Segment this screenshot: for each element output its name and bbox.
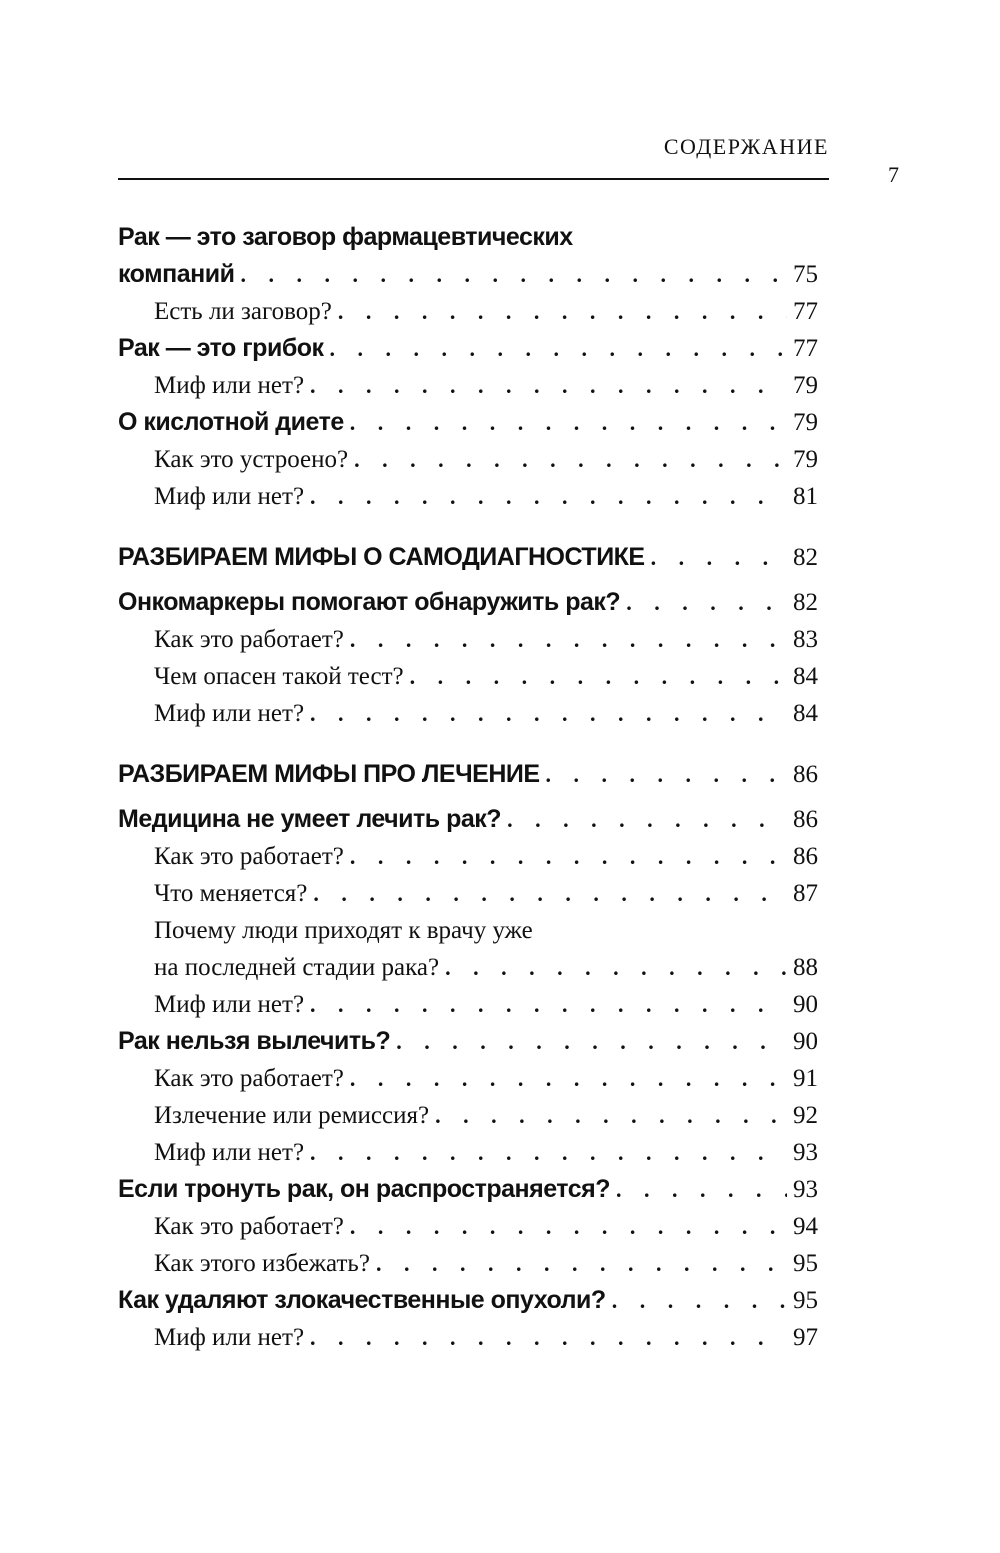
dot-leader (651, 539, 787, 576)
toc-entry[interactable] (118, 695, 818, 732)
toc-entry-title: Почему люди приходят к врачу уже (154, 917, 533, 944)
toc-entry[interactable] (118, 801, 818, 838)
toc-entry-title: Как это работает? (154, 843, 344, 870)
toc-entry[interactable] (118, 949, 818, 986)
toc-entry[interactable] (118, 256, 818, 293)
toc-entry-title: Как этого избежать? (154, 1250, 370, 1277)
toc-entry-page: 93 (793, 1139, 818, 1166)
toc-entry-title: Миф или нет? (154, 483, 305, 510)
toc-entry-page: 82 (793, 589, 818, 616)
toc-entry-title: Медицина не умеет лечить рак? (118, 805, 502, 833)
toc-entry-title: РАЗБИРАЕМ МИФЫ ПРО ЛЕЧЕНИЕ (118, 760, 540, 788)
toc-entry[interactable] (118, 658, 818, 695)
toc-entry[interactable] (118, 404, 818, 441)
toc-entry[interactable] (118, 330, 818, 367)
toc-entry-page: 90 (793, 1028, 818, 1055)
dot-leader (310, 986, 787, 1023)
section-gap (118, 732, 818, 756)
dot-leader (310, 695, 787, 732)
toc-entry[interactable] (118, 1282, 818, 1319)
toc-entry-title: Миф или нет? (154, 1139, 305, 1166)
toc-entry-page: 84 (793, 700, 818, 727)
toc-entry-page: 86 (793, 806, 818, 833)
header-rule (118, 178, 829, 180)
dot-leader (240, 256, 787, 293)
toc-entry[interactable] (118, 1097, 818, 1134)
dot-leader (616, 1171, 787, 1208)
toc-entry[interactable] (118, 1060, 818, 1097)
toc-entry-title: на последней стадии рака? (154, 954, 440, 981)
toc-entry[interactable] (118, 1208, 818, 1245)
dot-leader (396, 1023, 787, 1060)
toc-entry-page: 82 (793, 544, 818, 571)
toc-section-heading[interactable] (118, 539, 818, 576)
toc-entry-page: 86 (793, 843, 818, 870)
toc-entry[interactable] (118, 1245, 818, 1282)
toc-entry-title: Как это работает? (154, 626, 344, 653)
toc-entry[interactable] (118, 875, 818, 912)
dot-leader (445, 949, 787, 986)
toc-entry[interactable] (118, 621, 818, 658)
toc-entry-title: О кислотной диете (118, 408, 344, 436)
dot-leader (626, 584, 787, 621)
dot-leader (310, 1134, 787, 1171)
toc-entry-title: Миф или нет? (154, 700, 305, 727)
toc-entry-page: 79 (793, 446, 818, 473)
toc-entry-page: 95 (793, 1250, 818, 1277)
dot-leader (350, 621, 787, 658)
dot-leader (310, 478, 787, 515)
toc-entry-title: Как удаляют злокачественные опухоли? (118, 1286, 606, 1314)
toc-entry[interactable] (118, 293, 818, 330)
toc-entry[interactable] (118, 838, 818, 875)
toc-entry-title: Как это устроено? (154, 446, 349, 473)
toc-entry-title: Что меняется? (154, 880, 308, 907)
toc-entry-page: 86 (793, 761, 818, 788)
toc-entry-page: 77 (793, 298, 818, 325)
toc-entry[interactable] (118, 441, 818, 478)
toc-entry-title: Как это работает? (154, 1065, 344, 1092)
toc-entry[interactable] (118, 1171, 818, 1208)
dot-leader (435, 1097, 787, 1134)
toc-entry-title: Рак нельзя вылечить? (118, 1027, 391, 1055)
dot-leader (546, 756, 787, 793)
toc-entry-page: 94 (793, 1213, 818, 1240)
dot-leader (338, 293, 787, 330)
toc-entry-page: 95 (793, 1287, 818, 1314)
toc-entry-page: 77 (793, 335, 818, 362)
toc-entry-title: Миф или нет? (154, 372, 305, 399)
toc-entry-title: Как это работает? (154, 1213, 344, 1240)
dot-leader (507, 801, 787, 838)
dot-leader (313, 875, 787, 912)
toc-entry-title: Рак — это заговор фармацевтических (118, 223, 573, 251)
toc-entry-page: 97 (793, 1324, 818, 1351)
toc-entry-title: Излечение или ремиссия? (154, 1102, 430, 1129)
toc-entry-page: 93 (793, 1176, 818, 1203)
table-of-contents (118, 219, 818, 1356)
toc-entry-title: Чем опасен такой тест? (154, 663, 404, 690)
toc-entry-title: Онкомаркеры помогают обнаружить рак? (118, 588, 621, 616)
toc-entry-title: Если тронуть рак, он распространяется? (118, 1175, 610, 1203)
toc-entry[interactable] (118, 584, 818, 621)
dot-leader (330, 330, 787, 367)
dot-leader (350, 1208, 787, 1245)
toc-entry-title: Миф или нет? (154, 1324, 305, 1351)
toc-entry-title-line (118, 219, 818, 256)
running-head: СОДЕРЖАНИЕ (663, 134, 829, 159)
toc-entry-page: 92 (793, 1102, 818, 1129)
dot-leader (350, 838, 787, 875)
dot-leader (310, 367, 787, 404)
toc-entry-page: 90 (793, 991, 818, 1018)
toc-entry-page: 88 (793, 954, 818, 981)
toc-entry-page: 84 (793, 663, 818, 690)
toc-entry-title-line (118, 912, 818, 949)
section-gap (118, 515, 818, 539)
toc-entry[interactable] (118, 367, 818, 404)
page-number: 7 (888, 162, 899, 187)
dot-leader (410, 658, 787, 695)
toc-entry[interactable] (118, 1319, 818, 1356)
toc-entry-title: Рак — это грибок (118, 334, 324, 362)
dot-leader (310, 1319, 787, 1356)
dot-leader (350, 1060, 787, 1097)
toc-entry-page: 79 (793, 409, 818, 436)
toc-entry-title: компаний (118, 260, 235, 288)
toc-entry-title: Миф или нет? (154, 991, 305, 1018)
toc-entry[interactable] (118, 478, 818, 515)
toc-entry-title: Есть ли заговор? (154, 298, 332, 325)
toc-entry-page: 83 (793, 626, 818, 653)
toc-entry-page: 87 (793, 880, 818, 907)
toc-entry-page: 91 (793, 1065, 818, 1092)
dot-leader (354, 441, 787, 478)
toc-entry[interactable] (118, 986, 818, 1023)
toc-entry-page: 81 (793, 483, 818, 510)
dot-leader (376, 1245, 787, 1282)
dot-leader (612, 1282, 787, 1319)
toc-entry-page: 79 (793, 372, 818, 399)
toc-entry[interactable] (118, 1023, 818, 1060)
toc-entry-page: 75 (793, 261, 818, 288)
toc-entry[interactable] (118, 1134, 818, 1171)
toc-entry-title: РАЗБИРАЕМ МИФЫ О САМОДИАГНОСТИКЕ (118, 543, 645, 571)
toc-section-heading[interactable] (118, 756, 818, 793)
dot-leader (350, 404, 787, 441)
